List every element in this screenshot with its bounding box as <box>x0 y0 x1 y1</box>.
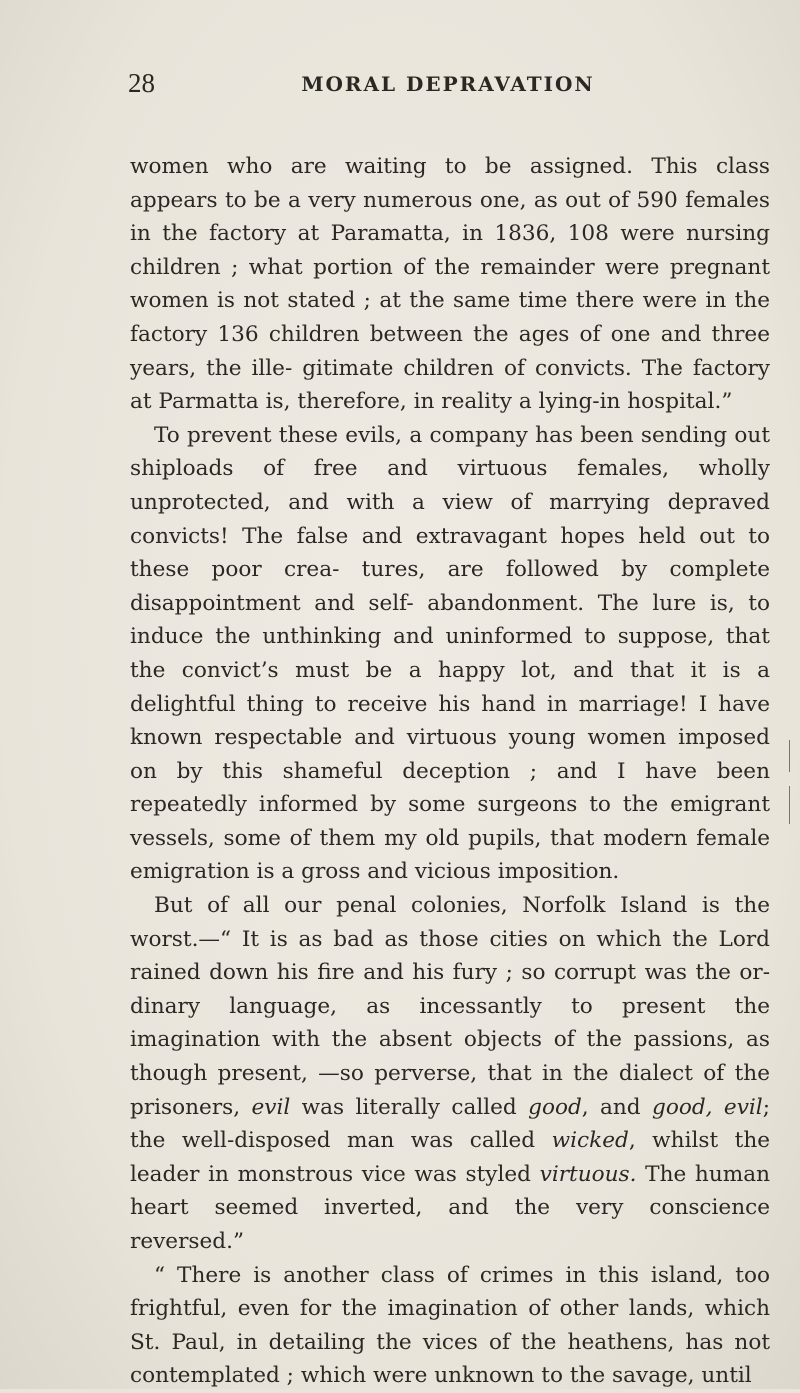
paragraph-3-text-e: , whilst the leader in monstrous vice was styled <box>130 1128 771 1187</box>
italic-good-evil: good, evil <box>652 1094 763 1120</box>
running-head: MORAL DEPRAVATION <box>301 72 595 96</box>
italic-wicked: wicked <box>551 1128 629 1154</box>
page-edge-mark <box>789 786 790 824</box>
italic-virtuous: virtuous. <box>539 1161 637 1187</box>
italic-evil: evil <box>251 1094 291 1120</box>
paragraph-3-text-f: The human heart seemed inverted, and the very conscience reversed.” <box>130 1161 770 1254</box>
paragraph-1: women who are waiting to be assigned. This class appears to be a very numerous one, as out of 590 females in the factory at Paramatta, in 1836, 108 were nursing children ; what portion of the remainder were pregnant women is not stated ; at the same time there were in the factory 136 children between the ages of one and three years, the ille- gitimate children of convicts. The factory at Parmatta is, therefore, in reality a lying-in hospital.” <box>130 154 770 415</box>
page-header <box>128 68 768 108</box>
paragraph-4: “ There is another class of crimes in this island, too frightful, even for the imagination of other lands, which St. Paul, in detailing the vices of the heathens, has not contemplated ; which were unknown to the savage, until <box>130 1262 770 1389</box>
paragraph-3-text-c: , and <box>581 1094 653 1120</box>
page-edge-mark <box>789 740 790 772</box>
paragraph-3-text-a: But of all our penal colonies, Norfolk Island is the worst.—“ It is as bad as those cities on which the Lord rained down his fire and his fury ; so corrupt was the or- dinary language, as incessantly to present the imagination with the absent objects of the passions, as though present, —so perverse, that in the dialect of the prisoners, <box>130 893 770 1120</box>
body-text <box>130 150 770 1393</box>
paragraph-3-text-d: ; the well-disposed man was called <box>130 1094 770 1154</box>
page-number: 28 <box>128 68 155 98</box>
italic-good: good <box>528 1094 582 1120</box>
paragraph-3-text-b: was literally called <box>290 1094 529 1120</box>
paragraph-3 <box>130 889 770 1259</box>
paragraph-2: To prevent these evils, a company has been sending out shiploads of free and virtuous females, wholly unprotected, and with a view of marrying depraved convicts! The false and extravagant hopes held out to these poor crea- tures, are followed by complete disappointment and self- abandonment. The lure is, to induce the unthinking and uninformed to suppose, that the convict’s must be a happy lot, and that it is a delightful thing to receive his hand in marriage! I have known respectable and virtuous young women imposed on by this shameful deception ; and I have been repeatedly informed by some surgeons to the emigrant vessels, some of them my old pupils, that modern female emigration is a gross and vicious imposition. <box>130 422 770 885</box>
